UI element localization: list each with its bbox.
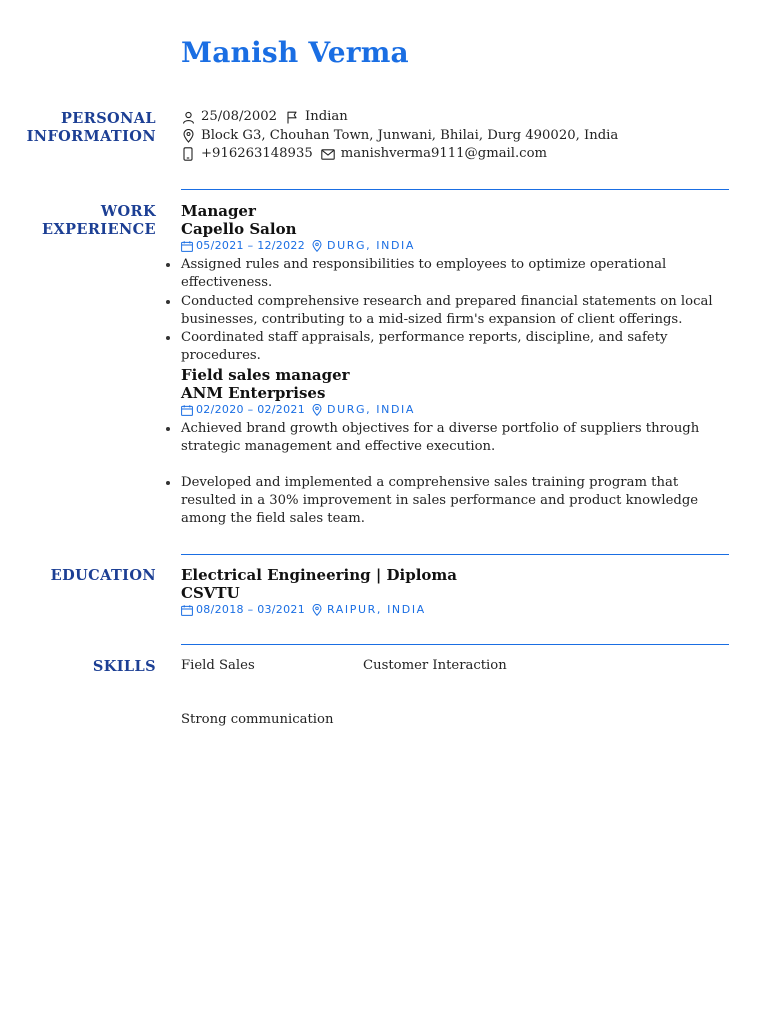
job-title: Field sales manager [181, 366, 350, 384]
job-location: DURG, INDIA [327, 239, 415, 252]
list-item: Conducted comprehensive research and prepared financial statements on local businesses, contributing to a mid-sized firm's expansion of client offerings. [181, 293, 729, 330]
job-location: DURG, INDIA [327, 403, 415, 416]
info-line-contact [181, 145, 729, 164]
map-pin-icon [312, 240, 324, 252]
job-company: Capello Salon [181, 220, 297, 238]
person-icon [181, 110, 195, 124]
job-dates: 05/2021 – 12/2022 [196, 239, 305, 252]
job-dates: 02/2020 – 02/2021 [196, 403, 305, 416]
education-entry [181, 566, 729, 618]
job-entry [181, 202, 729, 366]
section-divider [181, 554, 729, 555]
job-meta [181, 402, 729, 418]
job-bullets [181, 256, 729, 366]
job-entry [181, 366, 729, 528]
calendar-icon [181, 240, 193, 252]
job-title: Manager [181, 202, 256, 220]
skill-item: Field Sales [181, 658, 255, 673]
map-pin-icon [181, 129, 195, 143]
info-line-dob [181, 108, 729, 127]
email-link[interactable]: manishverma9111@gmail.com [340, 146, 548, 161]
list-item: Assigned rules and responsibilities to employees to optimize operational effectiveness. [181, 256, 729, 293]
address: Block G3, Chouhan Town, Junwani, Bhilai, Durg 490020, India [201, 127, 619, 143]
personal-info [181, 108, 729, 164]
info-line-address [181, 127, 729, 146]
skill-item: Customer Interaction [363, 658, 507, 673]
education-meta [181, 602, 729, 618]
section-title-personal: PERSONAL INFORMATION [26, 110, 156, 145]
phone-icon [181, 147, 195, 161]
section-title-education: EDUCATION [50, 567, 156, 584]
map-pin-icon [312, 404, 324, 416]
phone-number[interactable]: +916263148935 [201, 146, 313, 161]
education-location: RAIPUR, INDIA [327, 603, 426, 616]
date-of-birth: 25/08/2002 [201, 109, 278, 124]
list-item: Achieved brand growth objectives for a diverse portfolio of suppliers through strategic management and effective execution. [181, 420, 729, 457]
calendar-icon [181, 404, 193, 416]
school: CSVTU [181, 584, 240, 602]
flag-icon [285, 110, 299, 124]
job-meta [181, 238, 729, 254]
resume-name: Manish Verma [181, 36, 409, 69]
skill-item: Strong communication [181, 712, 334, 727]
education-dates: 08/2018 – 03/2021 [196, 603, 305, 616]
section-divider [181, 189, 729, 190]
list-item: Developed and implemented a comprehensive sales training program that resulted in a 30% improvement in sales performance and product knowledge among the field sales team. [181, 474, 729, 529]
section-divider [181, 644, 729, 645]
job-company: ANM Enterprises [181, 384, 326, 402]
calendar-icon [181, 604, 193, 616]
section-title-skills: SKILLS [92, 658, 156, 675]
section-title-work: WORK EXPERIENCE [42, 203, 156, 238]
list-item: Coordinated staff appraisals, performance reports, discipline, and safety procedures. [181, 329, 729, 366]
map-pin-icon [312, 604, 324, 616]
nationality: Indian [305, 109, 348, 124]
degree: Electrical Engineering | Diploma [181, 566, 458, 584]
job-bullets [181, 420, 729, 528]
mail-icon [321, 147, 335, 161]
